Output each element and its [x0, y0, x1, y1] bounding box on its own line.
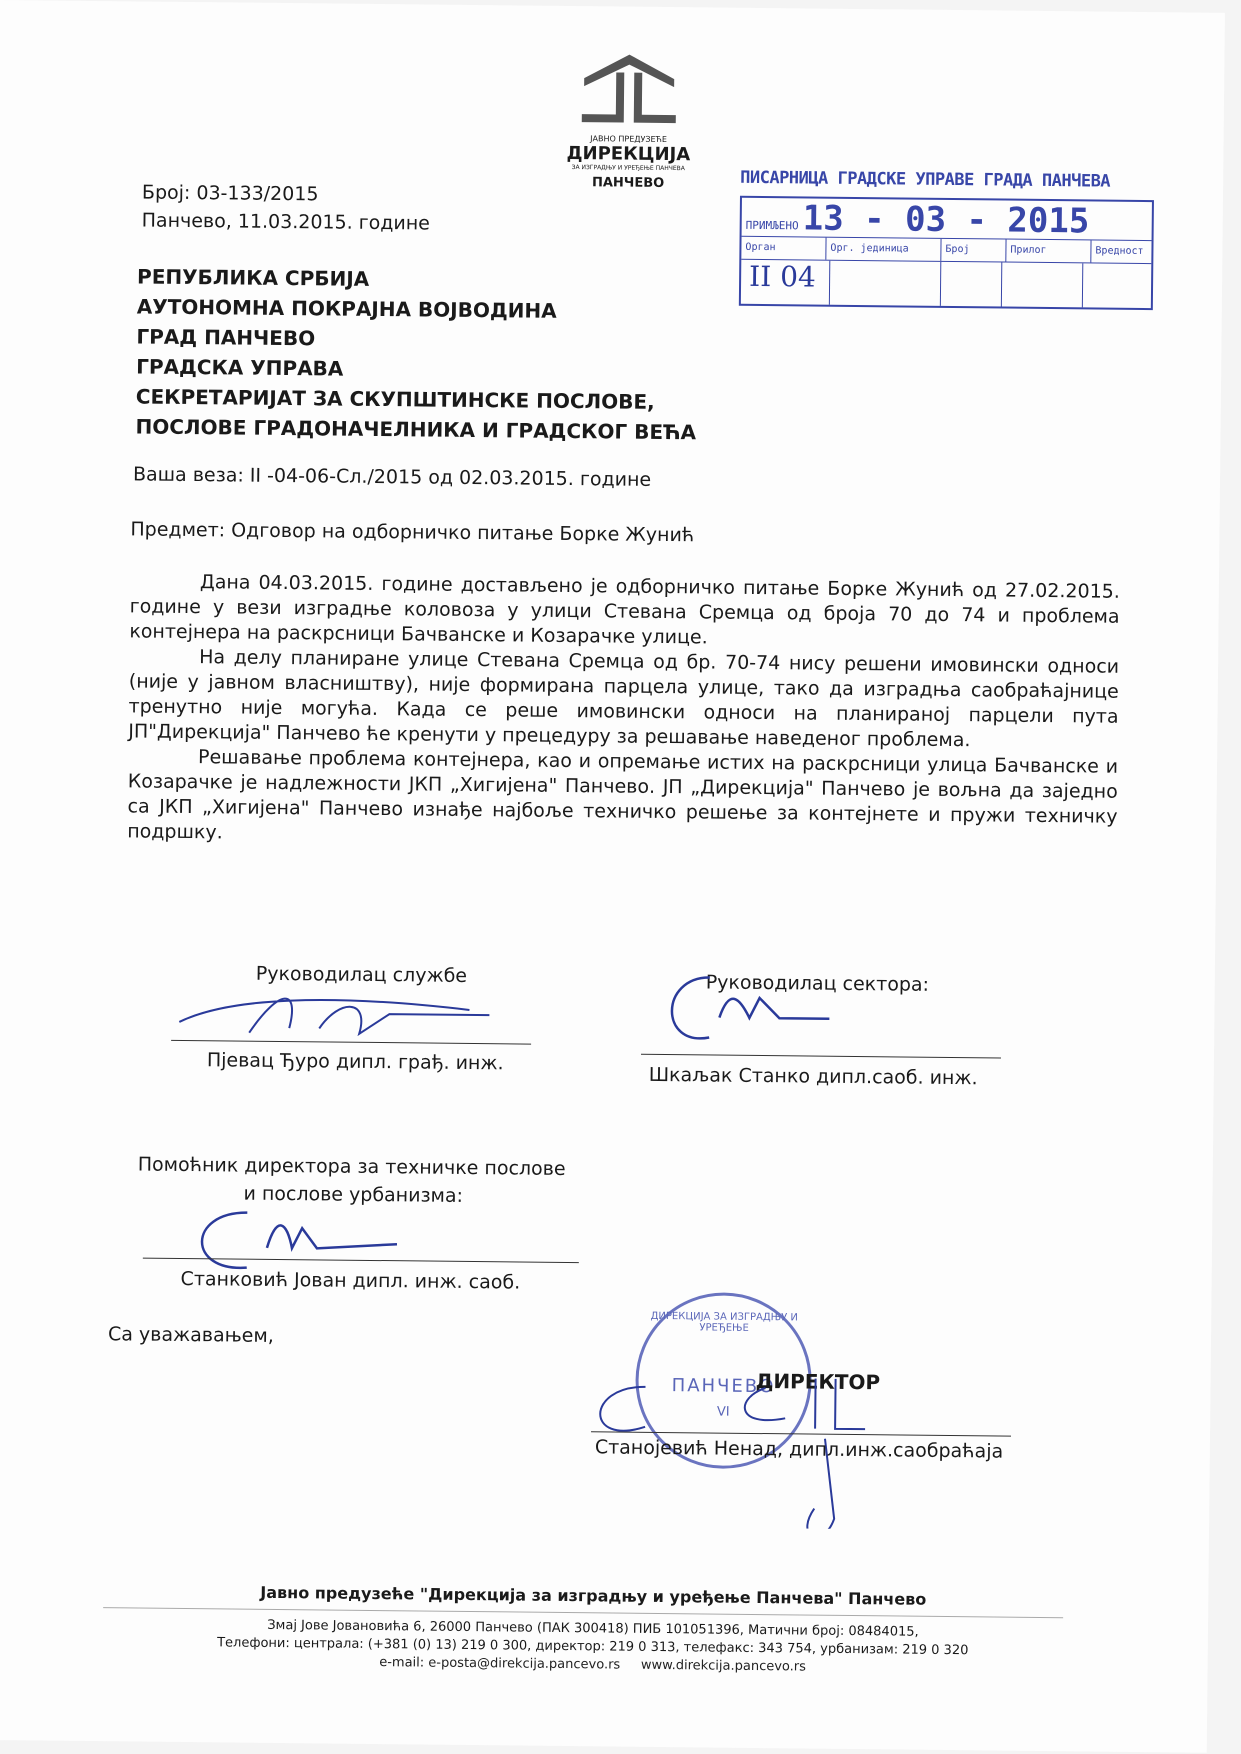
stamp-column: Прилог [1006, 240, 1091, 263]
footer-company: Јавно предузеће "Дирекција за изградњу и уређење Панчева" Панчево [260, 1582, 927, 1609]
seal-sub-text: VI [716, 1404, 730, 1420]
director-name: Станојевић Ненад, дипл.инж.саобраћаја [594, 1436, 1004, 1463]
document-number: Број: 03-133/2015 [141, 181, 319, 206]
recipient-line: ГРАД ПАНЧЕВО [136, 324, 316, 351]
recipient-block [135, 261, 697, 447]
stamp-column: Орг. јединица [826, 238, 941, 261]
stamp-date: 13 - 03 - 2015 [802, 198, 1090, 242]
logo-line: ЗА ИЗГРАДЊУ И УРЕЂЕЊЕ ПАНЧЕВА [571, 163, 685, 173]
recipient-line: ГРАДСКА УПРАВА [136, 354, 344, 381]
stamp-header: ПИСАРНИЦА ГРАДСКЕ УПРАВЕ ГРАДА ПАНЧЕВА [740, 167, 1111, 192]
stamp-handwritten-number: II 04 [741, 260, 830, 305]
seal-ring-text: ДИРЕКЦИЈА ЗА ИЗГРАДЊУ И УРЕЂЕЊЕ [650, 1310, 798, 1334]
footer-phones: Телефони: централа: (+381 (0) 13) 219 0 300, директор: 219 0 313, телефакс: 343 754, урбанизам: 219 0 320 [217, 1635, 969, 1659]
company-logo [558, 50, 699, 191]
stamp-received-label: ПРИМЉЕНО [745, 218, 799, 233]
body-paragraph: Дана 04.03.2015. године достављено је одборничко питање Борке Жунић од 27.02.2015. године у вези изградње коловоза у улици Стевана Сремца од броја 70 до 74 и проблема контејнера на раскрсници Бачванске и Козарачке улице. [129, 571, 1120, 649]
letter-body [127, 569, 1120, 854]
stamp-column: Вредност [1095, 245, 1144, 257]
logo-line: ЈАВНО ПРЕДУЗЕЋЕ [590, 134, 667, 144]
logo-line: ПАНЧЕВО [591, 175, 665, 191]
seal-center-text: ПАНЧЕВО [671, 1375, 776, 1398]
recipient-line: РЕПУБЛИКА СРБИЈА [136, 264, 370, 291]
body-paragraph: Решавање проблема контејнера, као и опремање истих на раскрсници улица Бачванске и Козарачке је надлежности ЈКП „Хигијена" Панчево. ЈП „Дирекција" Панчево је вољна да заједно са ЈКП „Хигијена" Панчево изнађе најбоље техничко решење за контејнете и пружи техничку подршку. [127, 746, 1119, 844]
place-date: Панчево, 11.03.2015. године [141, 209, 431, 235]
subject: Предмет: Одговор на одборничко питање Борке Жунић [130, 518, 695, 547]
recipient-line: ПОСЛОВЕ ГРАДОНАЧЕЛНИКА И ГРАДСКОГ ВЕЋА [135, 414, 697, 445]
footer-email-label: e-mail: [379, 1655, 425, 1671]
stamp-column: Орган [741, 237, 826, 260]
recipient-line: АУТОНОМНА ПОКРАЈНА ВОЈВОДИНА [136, 294, 557, 323]
assistant-name: Станковић Јован дипл. инж. саоб. [180, 1267, 521, 1294]
right-signer-title: Руководилац сектора: [705, 971, 930, 996]
footer-contacts [183, 1616, 1004, 1679]
stamp-column: Број [941, 239, 1006, 262]
assistant-title: и послове урбанизма: [243, 1182, 464, 1207]
left-signer-name: Пјевац Ђуро дипл. грађ. инж. [206, 1049, 504, 1075]
reference: Ваша веза: II -04-06-Сл./2015 од 02.03.2015. године [132, 463, 652, 491]
body-paragraph: На делу планиране улице Стевана Сремца од бр. 70-74 нису решени имовински односи (није у јавном власништву), није формирана парцела улице, тако да изградња саобраћајнице тренутно није могућа. Када се реше имовински односи на планираној парцели пута ЈП"Дирекција" Панчево ће кренути у прецедуру за решавање наведеног проблема. [128, 646, 1120, 752]
right-signature [649, 957, 850, 1059]
right-signer-name: Шкаљак Станко дипл.саоб. инж. [648, 1063, 978, 1090]
registry-stamp [739, 168, 1160, 310]
footer-website-link[interactable]: www.direkcija.pancevo.rs [640, 1657, 807, 1675]
footer-address: Змај Јове Јовановића 6, 26000 Панчево (ПАК 300418) ПИБ 101051396, Матични број: 08484015, [267, 1617, 919, 1640]
director-title: ДИРЕКТОР [755, 1368, 881, 1395]
footer-email-link[interactable]: e-posta@direkcija.pancevo.rs [428, 1655, 621, 1673]
logo-mark-icon [574, 50, 685, 131]
recipient-line: СЕКРЕТАРИЈАТ ЗА СКУПШТИНСКЕ ПОСЛОВЕ, [135, 384, 655, 414]
assistant-title: Помоћник директора за техничке послове [137, 1153, 566, 1180]
left-signer-title: Руководилац службе [255, 962, 468, 987]
logo-line: ДИРЕКЦИЈА [566, 142, 691, 166]
closing: Са уважавањем, [107, 1323, 274, 1347]
